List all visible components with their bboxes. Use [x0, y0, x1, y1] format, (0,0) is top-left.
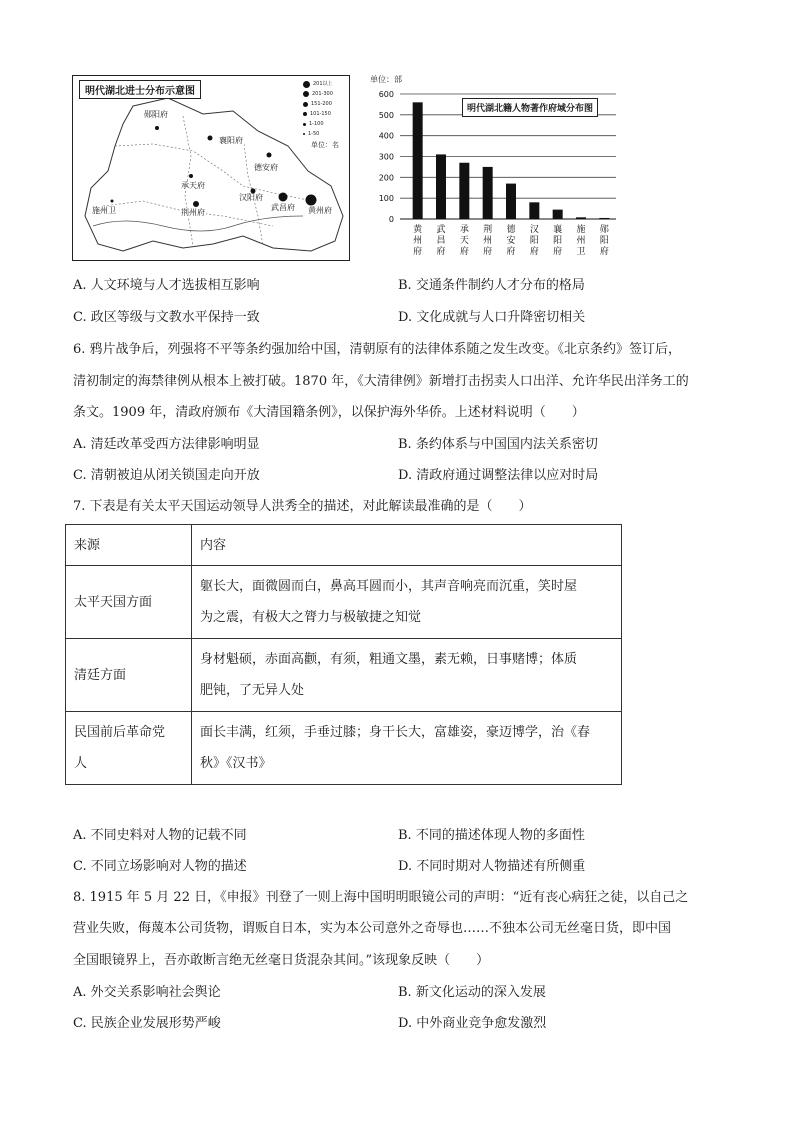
q6-stem-line: 6. 鸦片战争后，列强将不平等条约强加给中国，清朝原有的法律体系随之发生改变。《北京条约》签订后， [73, 342, 682, 357]
q6-option-a[interactable]: A. 清廷改革受西方法律影响明显 [73, 437, 260, 452]
jinshi-dot-huangzhou [306, 195, 317, 206]
q5-option-b[interactable]: B. 交通条件制约人才分布的格局 [398, 278, 585, 293]
y-tick-label: 100 [378, 194, 394, 204]
pref-label-wuchang: 武昌府 [271, 203, 295, 212]
x-tick-label: 襄 [553, 225, 563, 235]
bar-2 [459, 163, 469, 219]
pref-label-shizhouwei: 施州卫 [92, 206, 116, 215]
pref-label-dean: 德安府 [254, 163, 278, 172]
bar-5 [529, 202, 539, 219]
content-line: 身材魁硕，赤面高颧，有须，粗通文墨，素无赖，日事赌博；体质 [200, 652, 578, 667]
bar-0 [413, 102, 423, 219]
q7-source-table [65, 524, 622, 785]
x-tick-label: 黄 [413, 225, 423, 235]
x-tick-label: 昌 [436, 236, 446, 246]
content-line: 躯长大，面微圆而白，鼻高耳圆而小，其声音响亮而沉重，笑时屋 [200, 579, 578, 594]
content-line: 秋》《汉书》 [200, 756, 272, 771]
chart-unit-label: 单位：部 [370, 75, 402, 84]
legend-label: 151-200 [311, 101, 332, 107]
chart-title: 明代湖北籍人物著作府域分布图 [462, 98, 598, 117]
x-tick-label: 府 [413, 247, 423, 257]
x-tick-label: 武 [436, 225, 446, 235]
x-tick-label: 州 [413, 236, 423, 246]
q6-option-d[interactable]: D. 清政府通过调整法律以应对时局 [398, 468, 599, 483]
jinshi-dot-hanyang [251, 189, 256, 194]
map-unit: 单位：名 [311, 141, 339, 149]
table-source-cell [66, 712, 192, 785]
pref-label-jingzhou: 荆州府 [181, 208, 205, 217]
x-tick-label: 府 [553, 247, 563, 257]
table-content-cell [192, 712, 622, 785]
table-header-cell: 内容 [192, 525, 622, 566]
bar-7 [576, 217, 586, 219]
x-tick-label: 府 [483, 247, 493, 257]
q8-option-c[interactable]: C. 民族企业发展形势严峻 [73, 1016, 221, 1031]
x-tick-label: 府 [529, 247, 539, 257]
table-source-cell: 清廷方面 [66, 639, 192, 712]
table-row [66, 639, 622, 712]
x-tick-label: 府 [506, 247, 516, 257]
content-line: 面长丰满，红须，手垂过膝；身干长大，富雄姿，豪迈博学，治《春 [200, 725, 591, 740]
y-tick-label: 400 [378, 131, 394, 141]
legend-label: 1-100 [309, 121, 324, 127]
table-row [66, 712, 622, 785]
pref-label-hanyang: 汉阳府 [239, 193, 263, 202]
x-tick-label: 郧 [599, 225, 609, 235]
x-tick-label: 阳 [529, 236, 539, 246]
x-tick-label: 阳 [599, 236, 609, 246]
q6-option-b[interactable]: B. 条约体系与中国国内法关系密切 [398, 437, 598, 452]
jinshi-dot-jingzhou [193, 201, 199, 207]
content-line: 为之震，有极大之膂力与极敏捷之知觉 [200, 610, 422, 625]
q5-option-c[interactable]: C. 政区等级与文教水平保持一致 [73, 310, 260, 325]
y-tick-label: 500 [378, 110, 394, 120]
table-row [66, 566, 622, 639]
table-source-cell: 太平天国方面 [66, 566, 192, 639]
q8-stem-line: 全国眼镜界上，吾亦敢断言绝无丝毫日货混杂其间。”该现象反映（ ） [73, 953, 490, 968]
x-tick-label: 府 [459, 247, 469, 257]
pref-label-chengtian: 承天府 [181, 181, 205, 190]
x-tick-label: 卫 [576, 247, 586, 257]
q7-option-a[interactable]: A. 不同史料对人物的记载不同 [73, 828, 247, 843]
q6-stem-line: 清初制定的海禁律例从根本上被打破。1870 年，《大清律例》新增打击拐卖人口出洋、允许华民出洋务工的 [73, 374, 689, 389]
q8-option-a[interactable]: A. 外交关系影响社会舆论 [73, 985, 221, 1000]
y-tick-label: 200 [378, 173, 394, 183]
jinshi-dot-dean [267, 153, 272, 158]
pref-label-huangzhou: 黄州府 [308, 206, 332, 215]
q6-stem-line: 条文。1909 年，清政府颁布《大清国籍条例》，以保护海外华侨。上述材料说明（ ） [73, 405, 585, 420]
q6-option-c[interactable]: C. 清朝被迫从闭关锁国走向开放 [73, 468, 260, 483]
q8-option-d[interactable]: D. 中外商业竞争愈发激烈 [398, 1016, 547, 1031]
x-tick-label: 天 [459, 236, 469, 246]
works-bar-chart [362, 74, 624, 264]
source-line: 民国前后革命党 [74, 725, 166, 740]
map-title: 明代湖北进士分布示意图 [79, 80, 201, 99]
jinshi-dot-xiangyang [208, 136, 213, 141]
jinshi-dots [73, 76, 349, 260]
q8-stem-line: 8. 1915 年 5 月 22 日，《申报》刊登了一则上海中国明明眼镜公司的声明：“近有丧心病狂之徒，以自己之 [73, 890, 689, 905]
table-header-cell: 来源 [66, 525, 192, 566]
x-tick-label: 承 [459, 225, 469, 235]
y-tick-label: 600 [378, 90, 394, 99]
x-tick-label: 汉 [529, 225, 539, 235]
y-tick-label: 0 [388, 215, 394, 224]
bar-6 [553, 210, 563, 219]
bar-4 [506, 184, 516, 219]
bar-3 [483, 167, 493, 219]
pref-label-yunyang: 郧阳府 [144, 110, 168, 119]
x-tick-label: 府 [599, 247, 609, 257]
source-line: 人 [74, 756, 88, 771]
legend-label: 201以上 [313, 81, 333, 87]
legend-label: 101-150 [310, 111, 331, 117]
jinshi-dot-wuchang [279, 193, 288, 202]
q8-option-b[interactable]: B. 新文化运动的深入发展 [398, 985, 546, 1000]
legend-label: 1-50 [308, 131, 320, 137]
y-tick-label: 300 [378, 152, 394, 162]
bar-8 [599, 218, 609, 219]
q5-option-d[interactable]: D. 文化成就与人口升降密切相关 [398, 310, 586, 325]
x-tick-label: 安 [506, 236, 516, 246]
jinshi-dot-shizhouwei [111, 200, 114, 203]
legend-label: 201-300 [312, 91, 333, 97]
x-tick-label: 施 [576, 225, 586, 235]
x-tick-label: 州 [483, 236, 493, 246]
table-content-cell [192, 639, 622, 712]
table-header-row [66, 525, 622, 566]
pref-label-xiangyang: 襄阳府 [219, 136, 243, 145]
q7-stem: 7. 下表是有关太平天国运动领导人洪秀全的描述，对此解读最准确的是（ ） [73, 499, 532, 514]
x-tick-label: 德 [506, 225, 516, 235]
q7-option-c[interactable]: C. 不同立场影响对人物的描述 [73, 859, 247, 874]
q7-option-b[interactable]: B. 不同的描述体现人物的多面性 [398, 828, 585, 843]
q8-stem-line: 营业失败，侮蔑本公司货物，谓贩自日本，实为本公司意外之奇辱也……不独本公司无丝毫日货，即中国 [73, 921, 672, 936]
table-content-cell [192, 566, 622, 639]
x-tick-label: 府 [436, 247, 446, 257]
jinshi-map-figure [72, 75, 350, 261]
content-line: 肥钝，了无异人处 [200, 683, 305, 698]
x-tick-label: 荆 [483, 225, 493, 235]
jinshi-dot-yunyang [155, 126, 159, 130]
x-tick-label: 阳 [553, 236, 563, 246]
bar-1 [436, 154, 446, 219]
q5-option-a[interactable]: A. 人文环境与人才选拔相互影响 [73, 278, 260, 293]
x-tick-label: 州 [576, 236, 586, 246]
jinshi-dot-chengtian [189, 174, 193, 178]
q7-option-d[interactable]: D. 不同时期对人物描述有所侧重 [398, 859, 586, 874]
